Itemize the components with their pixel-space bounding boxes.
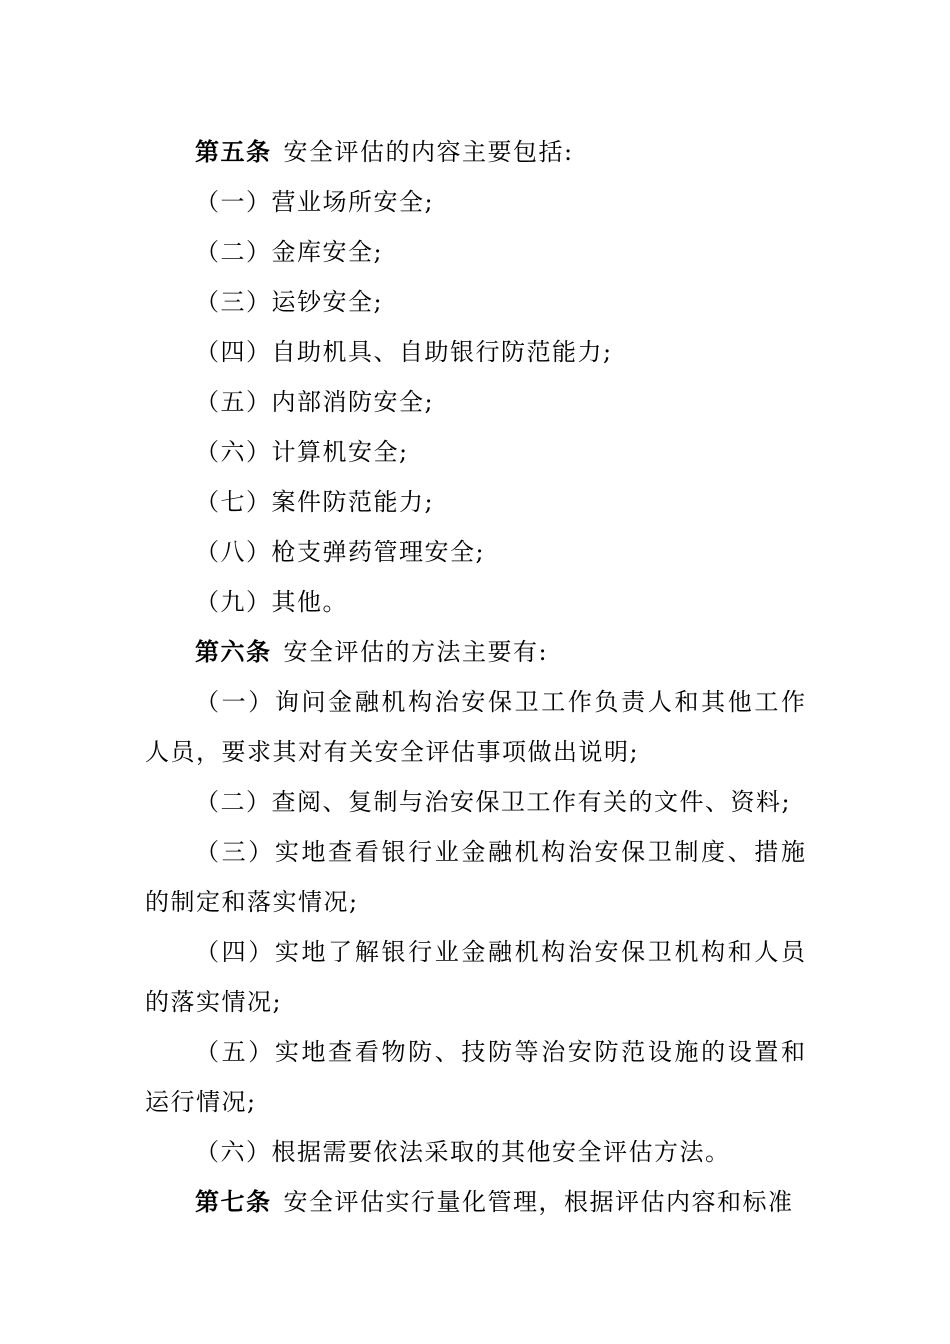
article-6-item-3-cont: 的制定和落实情况; xyxy=(145,888,359,916)
article-5-line xyxy=(195,136,855,168)
article-6-line xyxy=(195,636,855,668)
article-6-item-6: （六）根据需要依法采取的其他安全评估方法。 xyxy=(195,1138,731,1166)
article-5-item-5: （五）内部消防安全; xyxy=(195,388,435,416)
article-7-text: 安全评估实行量化管理，根据评估内容和标准 xyxy=(283,1188,794,1216)
article-6-item-1: （一）询问金融机构治安保卫工作负责人和其他工作 xyxy=(195,688,805,716)
article-5-item-1: （一）营业场所安全; xyxy=(195,188,435,216)
article-5-item-4: （四）自助机具、自助银行防范能力; xyxy=(195,338,613,366)
article-6-item-5-cont: 运行情况; xyxy=(145,1088,257,1116)
article-5-item-9: （九）其他。 xyxy=(195,588,348,616)
article-6-item-1-cont: 人员，要求其对有关安全评估事项做出说明; xyxy=(145,738,640,766)
article-7-heading: 第七条 xyxy=(195,1188,272,1216)
article-5-item-6: （六）计算机安全; xyxy=(195,438,409,466)
article-6-item-5: （五）实地查看物防、技防等治安防范设施的设置和 xyxy=(195,1038,805,1066)
article-6-heading: 第六条 xyxy=(195,638,272,666)
article-5-item-8: （八）枪支弹药管理安全; xyxy=(195,538,486,566)
article-5-text: 安全评估的内容主要包括: xyxy=(283,138,574,166)
article-6-text: 安全评估的方法主要有: xyxy=(283,638,549,666)
article-5-item-3: （三）运钞安全; xyxy=(195,288,384,316)
article-6-item-2: （二）查阅、复制与治安保卫工作有关的文件、资料; xyxy=(195,788,792,816)
article-6-item-3: （三）实地查看银行业金融机构治安保卫制度、措施 xyxy=(195,838,805,866)
article-5-item-7: （七）案件防范能力; xyxy=(195,488,435,516)
article-6-item-4-cont: 的落实情况; xyxy=(145,988,283,1016)
article-6-item-4: （四）实地了解银行业金融机构治安保卫机构和人员 xyxy=(195,938,805,966)
article-7-line xyxy=(195,1186,855,1218)
article-5-item-2: （二）金库安全; xyxy=(195,238,384,266)
article-5-heading: 第五条 xyxy=(195,138,272,166)
